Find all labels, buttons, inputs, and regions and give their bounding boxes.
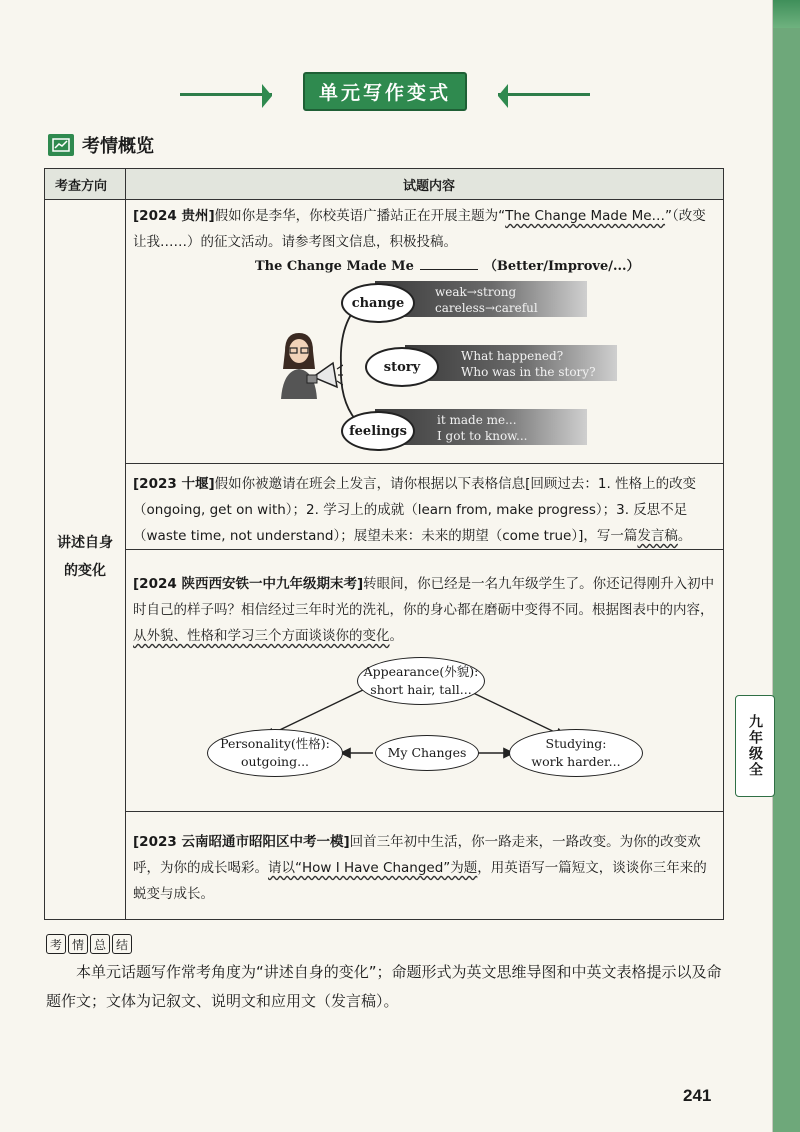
banner-arrow-right — [498, 84, 508, 108]
change-line2: careless→careful — [435, 301, 538, 315]
summary-text: 本单元话题写作常考角度为“讲述自身的变化”；命题形式为英文思维导图和中英文表格提示以及命题作文；文体为记叙文、说明文和应用文（发言稿）。 — [46, 963, 722, 1010]
row-divider — [125, 811, 723, 812]
item3-text — [133, 571, 715, 649]
item4-text-b: ，用英语写一篇短文，谈谈你三年来的蜕变与成长。 — [133, 860, 707, 902]
summary-char: 考 — [46, 934, 66, 954]
item2-underlined: 发言稿 — [637, 528, 678, 544]
feelings-line1: it made me... — [437, 413, 517, 427]
item1-text-a: 假如你是李华，你校英语广播站正在开展主题为“ — [214, 208, 506, 224]
direction-line2: 的变化 — [64, 563, 106, 579]
story-line2: Who was in the story? — [461, 365, 596, 379]
item1-text — [133, 203, 715, 255]
banner-line-left — [180, 93, 272, 96]
item3-body: 转眼间，你已经是一名九年级学生了。你还记得刚升入初中时自己的样子吗？相信经过三年时光的洗礼，你的身心都在磨砺中变得不同。根据图表中的内容， — [133, 576, 715, 618]
diagram-title-text: The Change Made Me — [255, 259, 414, 274]
item4-text — [133, 829, 715, 907]
node-center — [375, 735, 479, 771]
pill-feelings — [341, 411, 415, 451]
diagram-title-suffix: （Better/Improve/...） — [483, 259, 640, 274]
change-label: change — [351, 295, 405, 311]
diagram-title — [255, 255, 640, 274]
row-divider — [125, 549, 723, 550]
item2-body: 假如你被邀请在班会上发言，请你根据以下表格信息[回顾过去：1. 性格上的改变（ongoing, get on with）；2. 学习上的成就（learn from, make progress）；3. 反思不足（waste time, not understand）；展望未来：未来的期望（come true）]，写一篇 — [133, 476, 697, 544]
story-line1: What happened? — [461, 349, 564, 363]
item2-source: [2023 十堰] — [133, 476, 215, 492]
banner-line-right — [498, 93, 590, 96]
direction-cell — [45, 529, 125, 585]
item1-theme: The Change Made Me… — [505, 208, 666, 224]
section-header — [48, 132, 154, 158]
node-center-label: My Changes — [387, 745, 467, 760]
node-studying-line1: Studying: — [545, 736, 607, 751]
item4-text-a: 回首三年初中生活，你一路走来，一路改变。为你的改变欢呼，为你的成长喝彩。 — [133, 834, 701, 876]
story-label: story — [383, 359, 421, 375]
column-divider — [125, 169, 126, 919]
item3-source: [2024 陕西西安铁一中九年级期末考] — [133, 576, 364, 592]
summary-char: 结 — [112, 934, 132, 954]
node-studying-line2: work harder... — [531, 754, 621, 769]
side-tab — [735, 695, 775, 797]
page-number: 241 — [683, 1086, 712, 1105]
table-header — [45, 169, 723, 200]
item2-text — [133, 471, 715, 549]
row-divider — [125, 463, 723, 464]
direction-line1: 讲述自身 — [57, 535, 113, 551]
item3-end: 。 — [389, 628, 403, 644]
title-blank — [420, 257, 478, 270]
item2-end: 。 — [677, 528, 692, 544]
section-chart-icon — [48, 134, 74, 156]
node-appearance — [357, 657, 485, 705]
section-title: 考情概览 — [82, 136, 154, 157]
feelings-label: feelings — [349, 423, 407, 439]
pill-change — [341, 283, 415, 323]
summary-char: 总 — [90, 934, 110, 954]
item4-source: [2023 云南昭通市昭阳区中考一模] — [133, 834, 350, 850]
summary-header — [46, 934, 132, 954]
node-appearance-line2: short hair, tall... — [370, 682, 472, 697]
header-content: 试题内容 — [403, 179, 456, 194]
header-direction: 考查方向 — [55, 179, 108, 194]
node-personality-line2: outgoing... — [240, 754, 310, 769]
node-personality — [207, 729, 343, 777]
change-line1: weak→strong — [435, 285, 517, 299]
side-tab-label: 九年级全 — [747, 714, 763, 778]
banner — [270, 74, 500, 108]
item1-source: [2024 贵州] — [133, 208, 215, 224]
node-studying — [509, 729, 643, 777]
node-personality-line1: Personality(性格): — [220, 736, 330, 751]
item1-text-b: ”（改变让我……）的征文活动。请参考图文信息，积极投稿。 — [133, 208, 706, 250]
item4-underlined: 请以“How I Have Changed”为题 — [268, 860, 478, 876]
node-appearance-line1: Appearance(外貌): — [363, 664, 479, 679]
feelings-line2: I got to know... — [437, 429, 528, 443]
banner-title: 单元写作变式 — [303, 72, 467, 111]
banner-arrow-left — [262, 84, 272, 108]
summary-char: 情 — [68, 934, 88, 954]
megaphone-girl-illustration — [277, 329, 343, 401]
exam-table — [44, 168, 724, 920]
item3-underlined: 从外貌、性格和学习三个方面谈谈你的变化 — [133, 628, 390, 644]
pill-story — [365, 347, 439, 387]
